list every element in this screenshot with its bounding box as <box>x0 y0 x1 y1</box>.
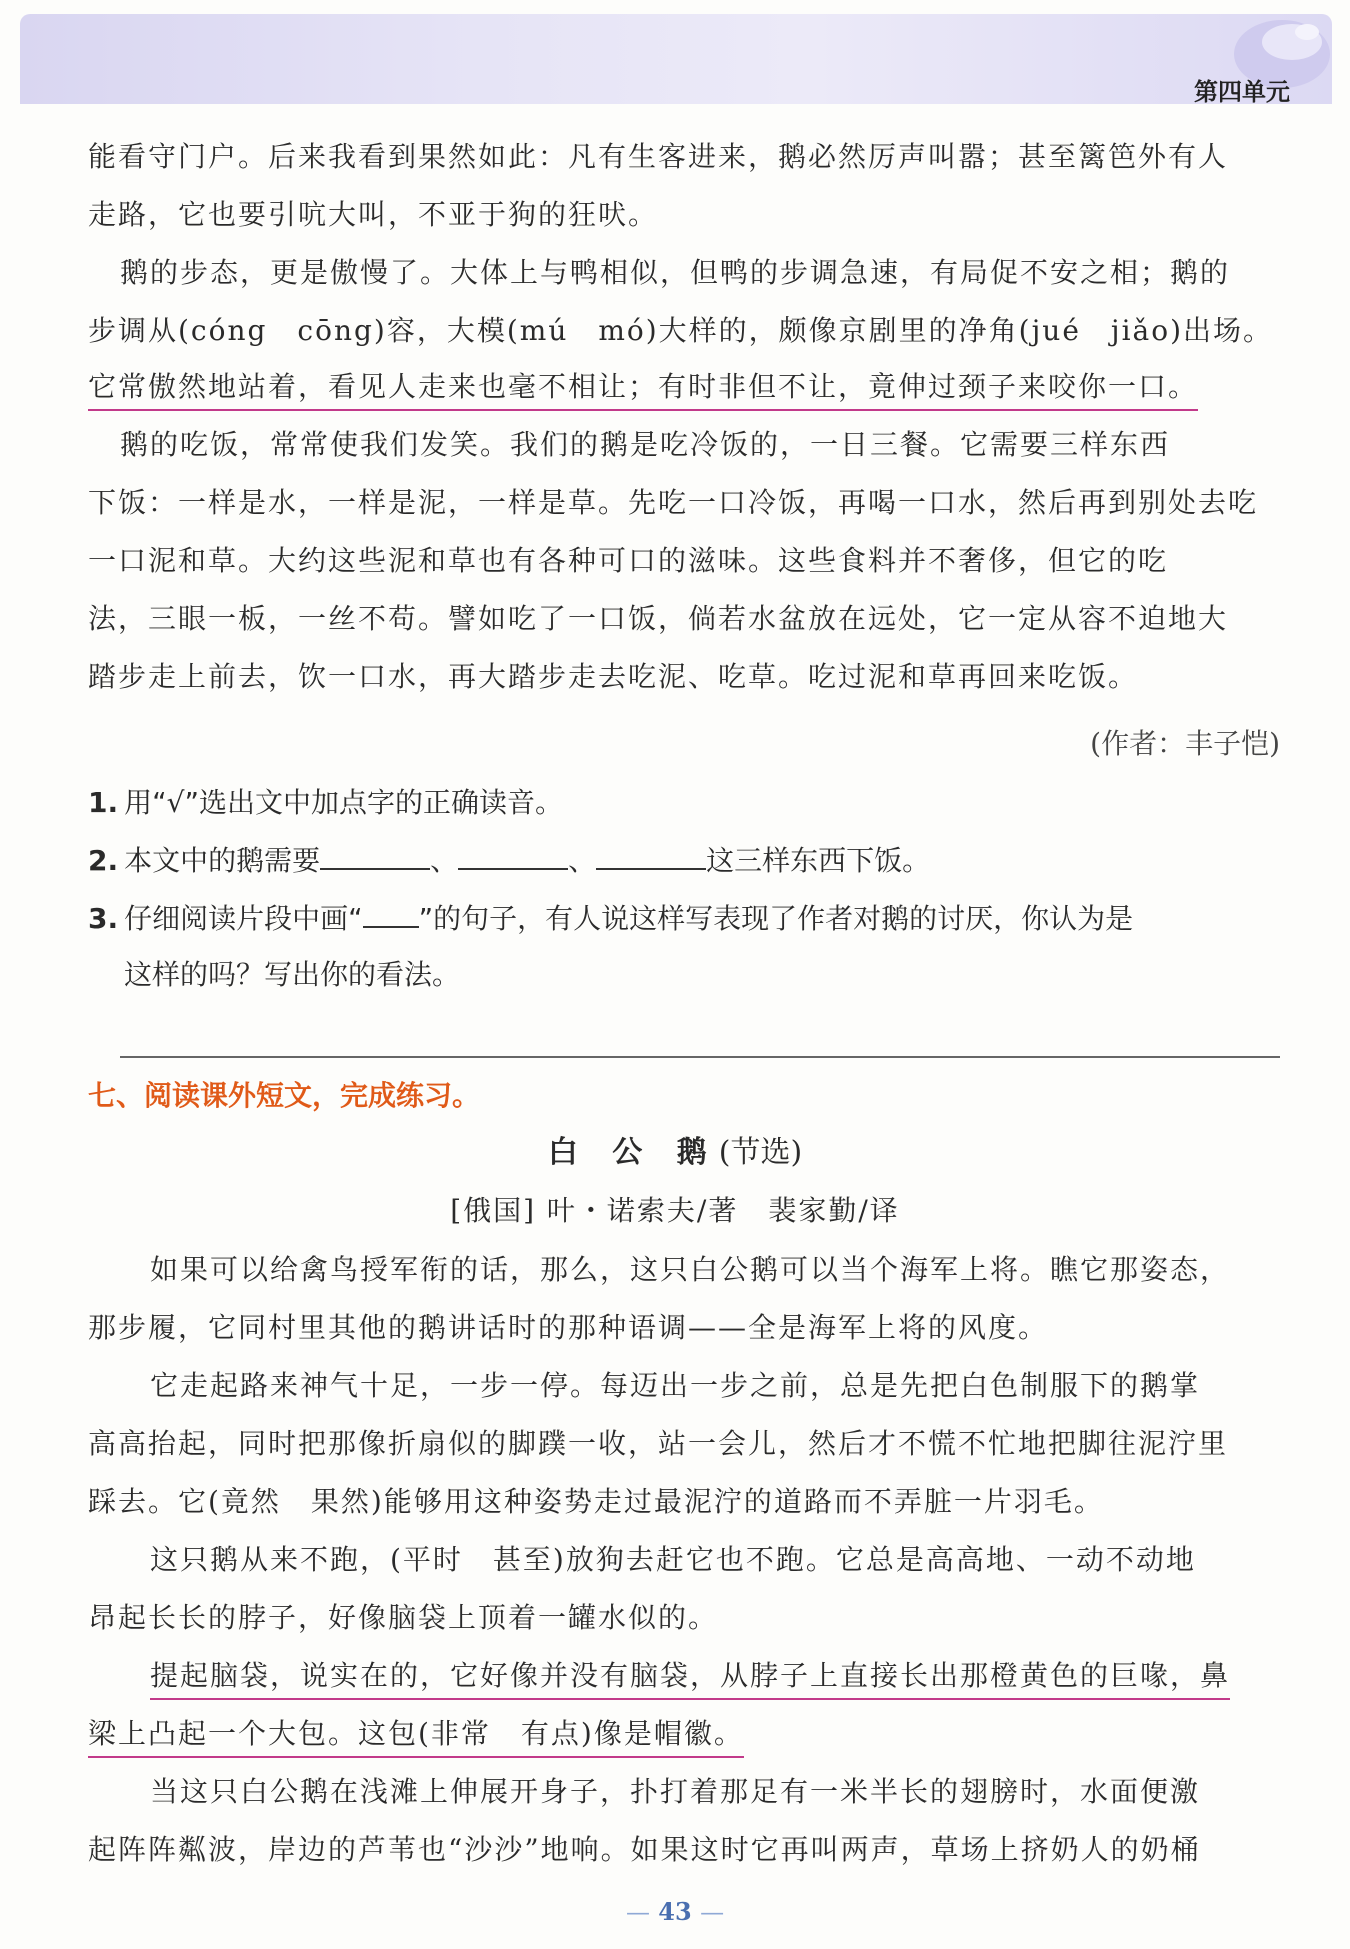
article-line: 当这只白公鹅在浅滩上伸展开身子，扑打着那足有一米半长的翅膀时，水面便激 <box>150 1775 1201 1808</box>
question-number: 3. <box>88 902 119 935</box>
question-3: 3. 仔细阅读片段中画“ ”的句子，有人说这样写表现了作者对鹅的讨厌，你认为是 <box>88 902 1134 935</box>
underline-sample <box>363 900 419 928</box>
passage-line: 一口泥和草。大约这些泥和草也有各种可口的滋味。这些食料并不奢侈，但它的吃 <box>88 544 1169 577</box>
article-title: 白 公 鹅(节选) <box>547 1135 803 1170</box>
article-line: 这只鹅从来不跑，(平时 甚至)放狗去赶它也不跑。它总是高高地、一动不动地 <box>150 1543 1196 1576</box>
question-3-line2: 这样的吗？写出你的看法。 <box>124 958 461 991</box>
underlined-sentence: 梁上凸起一个大包。这包(非常 有点)像是帽徽。 <box>88 1705 744 1763</box>
answer-blank[interactable] <box>320 842 430 870</box>
article-byline: [俄国] 叶・诺索夫/著 裴家勤/译 <box>450 1194 900 1227</box>
answer-line[interactable] <box>120 1056 1280 1058</box>
unit-label: 第四单元 <box>1194 78 1290 106</box>
article-line: 高高抬起，同时把那像折扇似的脚蹼一收，站一会儿，然后才不慌不忙地把脚往泥泞里 <box>88 1427 1229 1460</box>
passage-line: 下饭：一样是水，一样是泥，一样是草。先吃一口冷饭，再喝一口水，然后再到别处去吃 <box>88 486 1259 519</box>
passage-line: 鹅的步态，更是傲慢了。大体上与鸭相似，但鸭的步调急速，有局促不安之相；鹅的 <box>120 256 1231 289</box>
underlined-sentence: 它常傲然地站着，看见人走来也毫不相让；有时非但不让，竟伸过颈子来咬你一口。 <box>88 358 1198 416</box>
article-line: 昂起长长的脖子，好像脑袋上顶着一罐水似的。 <box>88 1601 719 1634</box>
article-line: 它走起路来神气十足，一步一停。每迈出一步之前，总是先把白色制服下的鹅掌 <box>150 1369 1201 1402</box>
passage-line: 踏步走上前去，饮一口水，再大踏步走去吃泥、吃草。吃过泥和草再回来吃饭。 <box>88 660 1139 693</box>
header-banner <box>20 14 1332 104</box>
passage-line: 步调从(cóng cōng)容，大模(mú mó)大样的，颇像京剧里的净角(jué jiǎo)出场。 <box>88 314 1274 347</box>
passage-line: 走路，它也要引吭大叫，不亚于狗的狂吠。 <box>88 198 659 231</box>
question-2: 2. 本文中的鹅需要 、 、 这三样东西下饭。 <box>88 844 931 877</box>
passage-line: 法，三眼一板，一丝不苟。譬如吃了一口饭，倘若水盆放在远处，它一定从容不迫地大 <box>88 602 1229 635</box>
passage-line: 鹅的吃饭，常常使我们发笑。我们的鹅是吃冷饭的，一日三餐。它需要三样东西 <box>120 428 1171 461</box>
passage-author: (作者：丰子恺) <box>1090 727 1280 760</box>
answer-blank[interactable] <box>596 842 706 870</box>
answer-blank[interactable] <box>458 842 568 870</box>
article-line: 踩去。它(竟然 果然)能够用这种姿势走过最泥泞的道路而不弄脏一片羽毛。 <box>88 1485 1104 1518</box>
passage-line: 能看守门户。后来我看到果然如此：凡有生客进来，鹅必然厉声叫嚣；甚至篱笆外有人 <box>88 140 1229 173</box>
question-1: 1. 用“√”选出文中加点字的正确读音。 <box>88 786 563 819</box>
article-line: 那步履，它同村里其他的鹅讲话时的那种语调——全是海军上将的风度。 <box>88 1311 1049 1344</box>
page-number: — 43 — <box>625 1897 725 1926</box>
article-line: 如果可以给禽鸟授军衔的话，那么，这只白公鹅可以当个海军上将。瞧它那姿态， <box>150 1253 1231 1286</box>
underlined-sentence: 提起脑袋，说实在的，它好像并没有脑袋，从脖子上直接长出那橙黄色的巨喙，鼻 <box>150 1647 1230 1705</box>
article-line: 起阵阵粼波，岸边的芦苇也“沙沙”地响。如果这时它再叫两声，草场上挤奶人的奶桶 <box>88 1833 1201 1866</box>
question-number: 2. <box>88 844 119 877</box>
section-heading: 七、阅读课外短文，完成练习。 <box>88 1079 481 1112</box>
question-number: 1. <box>88 786 119 819</box>
